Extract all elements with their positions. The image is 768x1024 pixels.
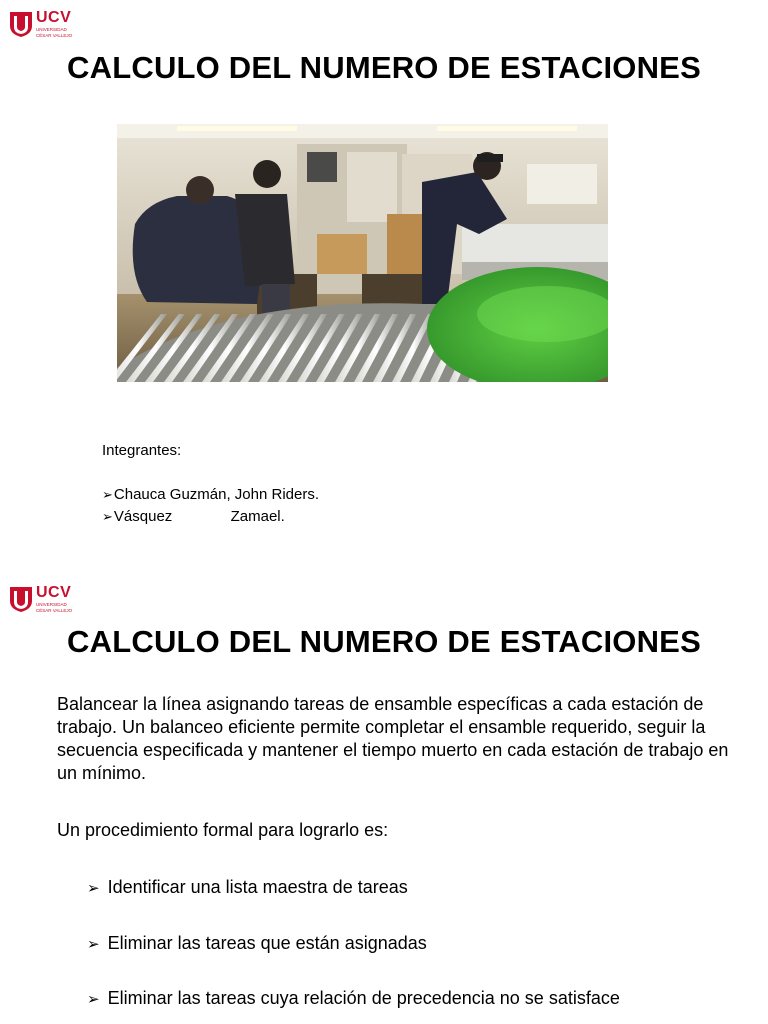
step-item — [87, 876, 408, 900]
step-text: Eliminar las tareas que están asignadas — [107, 933, 427, 953]
ucv-shield-icon — [9, 10, 33, 38]
arrow-bullet-icon: ➢ — [102, 509, 113, 524]
logo-subtitle-1: UNIVERSIDAD — [36, 602, 67, 607]
slide-1-title: CALCULO DEL NUMERO DE ESTACIONES — [67, 50, 701, 85]
slide-2-title: CALCULO DEL NUMERO DE ESTACIONES — [67, 624, 701, 659]
assembly-line-photo — [117, 124, 608, 382]
logo-subtitle-2: CÉSAR VALLEJO — [36, 608, 73, 613]
step-item — [87, 932, 427, 956]
logo-name: UCV — [36, 9, 72, 26]
ucv-logo — [9, 10, 72, 38]
arrow-bullet-icon: ➢ — [87, 936, 100, 953]
ucv-logo — [9, 585, 72, 613]
intro-paragraph: Balancear la línea asignando tareas de ensamble específicas a cada estación de trabajo. Un balanceo eficiente permite completar el ensamble requerido, seguir la secuencia especificada y mantener el tiempo muerto en cada estación de trabajo en un mínimo. — [57, 694, 729, 783]
ucv-shield-icon — [9, 585, 33, 613]
member-name: Chauca Guzmán, John Riders. — [113, 486, 320, 503]
slide-2 — [0, 571, 768, 1024]
logo-name: UCV — [36, 584, 72, 601]
arrow-bullet-icon: ➢ — [102, 487, 113, 502]
step-text: Identificar una lista maestra de tareas — [107, 877, 408, 897]
step-text: Eliminar las tareas cuya relación de precedencia no se satisface — [107, 988, 620, 1008]
logo-subtitle-2: CÉSAR VALLEJO — [36, 33, 73, 38]
member-name: Vásquez Zamael. — [113, 508, 285, 525]
procedure-paragraph: Un procedimiento formal para lograrlo es: — [57, 820, 389, 840]
logo-subtitle-1: UNIVERSIDAD — [36, 27, 67, 32]
step-item — [87, 987, 620, 1011]
members-block — [102, 440, 319, 528]
arrow-bullet-icon: ➢ — [87, 880, 100, 897]
arrow-bullet-icon: ➢ — [87, 991, 100, 1008]
member-item — [102, 506, 319, 528]
member-item — [102, 484, 319, 506]
members-label: Integrantes: — [102, 442, 182, 459]
